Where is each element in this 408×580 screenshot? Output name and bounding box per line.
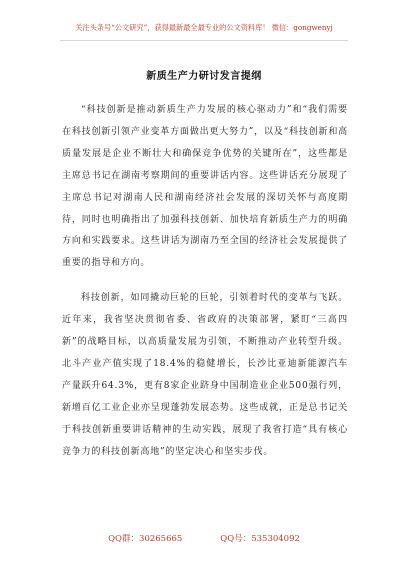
document-title: 新质生产力研讨发言提纲 (146, 71, 262, 82)
footer-contact (0, 533, 408, 545)
document-body (62, 100, 348, 464)
header-banner[interactable] (0, 23, 408, 33)
paragraph: “科技创新是推动新质生产力发展的核心驱动力”和“我们需要在科技创新引领产业变革方面做出更大努力”，以及“科技创新和高质量发展是企业不断壮大和确保竞争优势的关键所在”，这些都是主席总书记在湖南考察期间的重要讲话内容。这些讲话充分展现了主席总书记对湖南人民和湖南经济社会发展的深切关怀与高度期待，同时也明确指出了加强科技创新、加快培育新质生产力的明确方向和实践要求。这些讲话为湖南乃至全国的经济社会发展提供了重要的指导和方向。 (62, 105, 348, 269)
header-divider (60, 40, 348, 41)
header-banner-text: 关注头条号“公文研究”，获得最新最全最专业的公文资料库！ 微信：gongwenyj (75, 23, 333, 32)
footer-qq-group[interactable]: QQ群：30265665 (108, 534, 183, 544)
paragraph: 科技创新，如同撬动巨轮的巨轮，引领着时代的变革与飞跃。近年来，我省坚决贯彻省委、省政府的决策部署，紧盯“三高四新”的战略目标，以高质量发展为引领，不断推动产业转型升级。北斗产业产值实现了18.4%的稳健增长，长沙比亚迪新能源汽车产量跃升64.3%，更有8家企业跻身中国制造业企业500强行列，新增百亿工业企业亦呈现蓬勃发展态势。这些成就，正是总书记关于科技创新重要讲话精神的生动实践，展现了我省打造“具有核心竞争力的科技创新高地”的坚定决心和坚实步伐。 (62, 293, 348, 457)
footer-qq-number[interactable]: QQ号：535304092 (220, 534, 300, 544)
